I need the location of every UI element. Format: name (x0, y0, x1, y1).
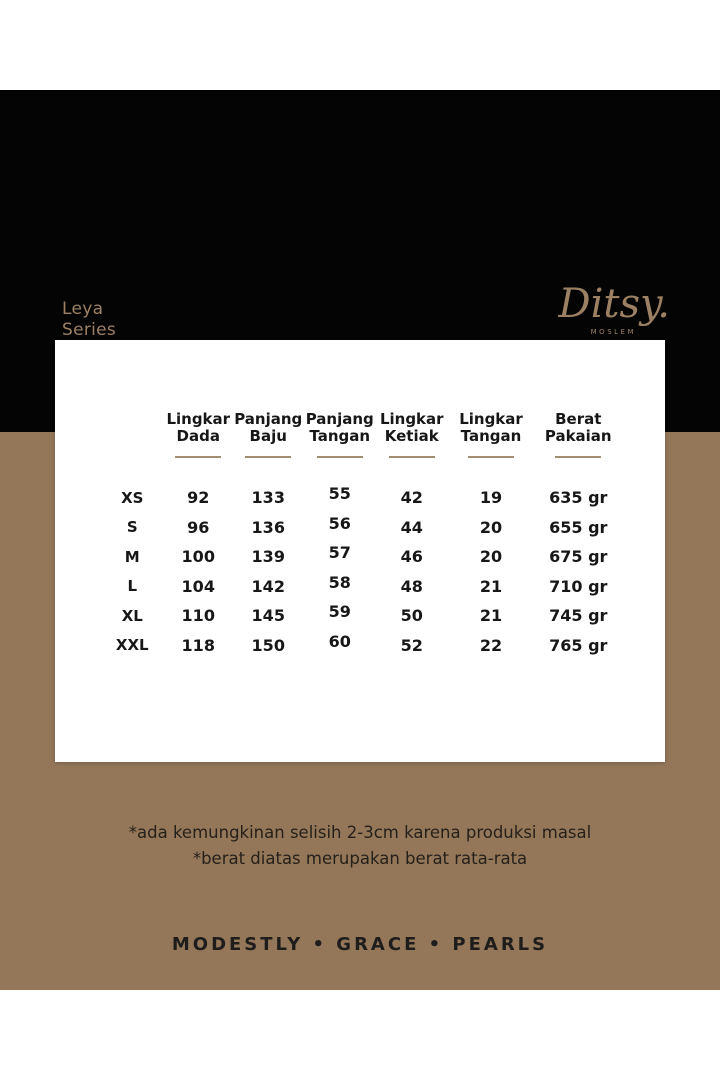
table-cell: 58 (328, 572, 351, 592)
table-cell: 56 (328, 513, 351, 533)
table-cell: 52 (400, 635, 423, 655)
table-cell: 104 (181, 576, 215, 596)
disclaimer-line2: *berat diatas merupakan berat rata-rata (192, 849, 528, 868)
column-header-lingkar-tangan: Lingkar Tangan (449, 411, 534, 458)
table-row-m (55, 542, 665, 572)
disclaimer-line1: *ada kemungkinan selisih 2-3cm karena produksi masal (128, 823, 592, 842)
column-header-underline (245, 456, 291, 458)
table-row-xl (55, 601, 665, 631)
column-header-underline (175, 456, 221, 458)
table-cell: 675 gr (549, 547, 608, 567)
bottom-white-band (0, 990, 720, 1080)
table-row-s (55, 513, 665, 543)
table-cell: 46 (400, 547, 423, 567)
table-cell: 96 (187, 517, 210, 537)
table-cell: 139 (251, 547, 285, 567)
series-title (62, 299, 116, 341)
table-cell: 48 (400, 576, 423, 596)
column-header-empty (55, 411, 165, 458)
table-cell: 60 (328, 631, 351, 651)
table-cell: 21 (479, 576, 503, 596)
table-cell: 20 (479, 547, 503, 567)
column-header-underline (389, 456, 435, 458)
table-cell: 50 (400, 606, 423, 626)
table-cell: 22 (479, 635, 503, 655)
table-cell: 655 gr (549, 517, 608, 537)
size-label: XL (121, 606, 143, 625)
table-cell: 42 (400, 488, 423, 508)
series-title-line2: Series (62, 320, 117, 340)
table-cell: 21 (479, 606, 503, 626)
size-chart-body (55, 483, 665, 660)
column-header-lingkar-dada: Lingkar Dada (165, 411, 233, 458)
table-row-l (55, 572, 665, 602)
table-cell: 136 (251, 517, 285, 537)
size-label: XXL (115, 636, 149, 655)
size-chart-header-row (55, 411, 665, 458)
column-header-panjang-tangan: Panjang Tangan (305, 411, 376, 458)
size-label: L (127, 577, 138, 596)
size-label: XS (121, 488, 144, 507)
brand-logo (559, 282, 670, 336)
table-row-xs (55, 483, 665, 513)
column-header-lingkar-ketiak: Lingkar Ketiak (375, 411, 449, 458)
table-cell: 100 (181, 547, 215, 567)
table-cell: 55 (328, 484, 351, 504)
size-label: S (126, 518, 138, 537)
table-cell: 745 gr (549, 606, 608, 626)
table-cell: 635 gr (549, 488, 608, 508)
table-row-xxl (55, 631, 665, 661)
series-title-line1: Leya (62, 299, 104, 319)
table-cell: 20 (479, 517, 503, 537)
table-cell: 118 (181, 635, 215, 655)
table-cell: 44 (400, 517, 423, 537)
brand-script-wordmark: Ditsy. (558, 281, 670, 327)
table-cell: 57 (328, 543, 351, 563)
table-cell: 150 (251, 635, 285, 655)
column-header-panjang-baju: Panjang Baju (232, 411, 305, 458)
table-cell: 19 (479, 488, 503, 508)
table-cell: 92 (187, 488, 210, 508)
disclaimer-notes (0, 820, 720, 872)
table-cell: 59 (328, 602, 351, 622)
table-cell: 145 (251, 606, 285, 626)
column-header-berat-pakaian: Berat Pakaian (534, 411, 666, 458)
size-label: M (124, 547, 140, 566)
column-header-underline (317, 456, 363, 458)
column-header-underline (555, 456, 601, 458)
table-cell: 710 gr (549, 576, 608, 596)
brand-tagline: MODESTLY • GRACE • PEARLS (171, 934, 549, 955)
table-cell: 133 (251, 488, 285, 508)
table-cell: 110 (181, 606, 215, 626)
top-white-band (0, 0, 720, 90)
brand-subtext: MOSLEM (590, 328, 636, 336)
table-cell: 765 gr (549, 635, 608, 655)
column-header-underline (468, 456, 514, 458)
table-cell: 142 (251, 576, 285, 596)
size-chart-card (55, 340, 665, 762)
